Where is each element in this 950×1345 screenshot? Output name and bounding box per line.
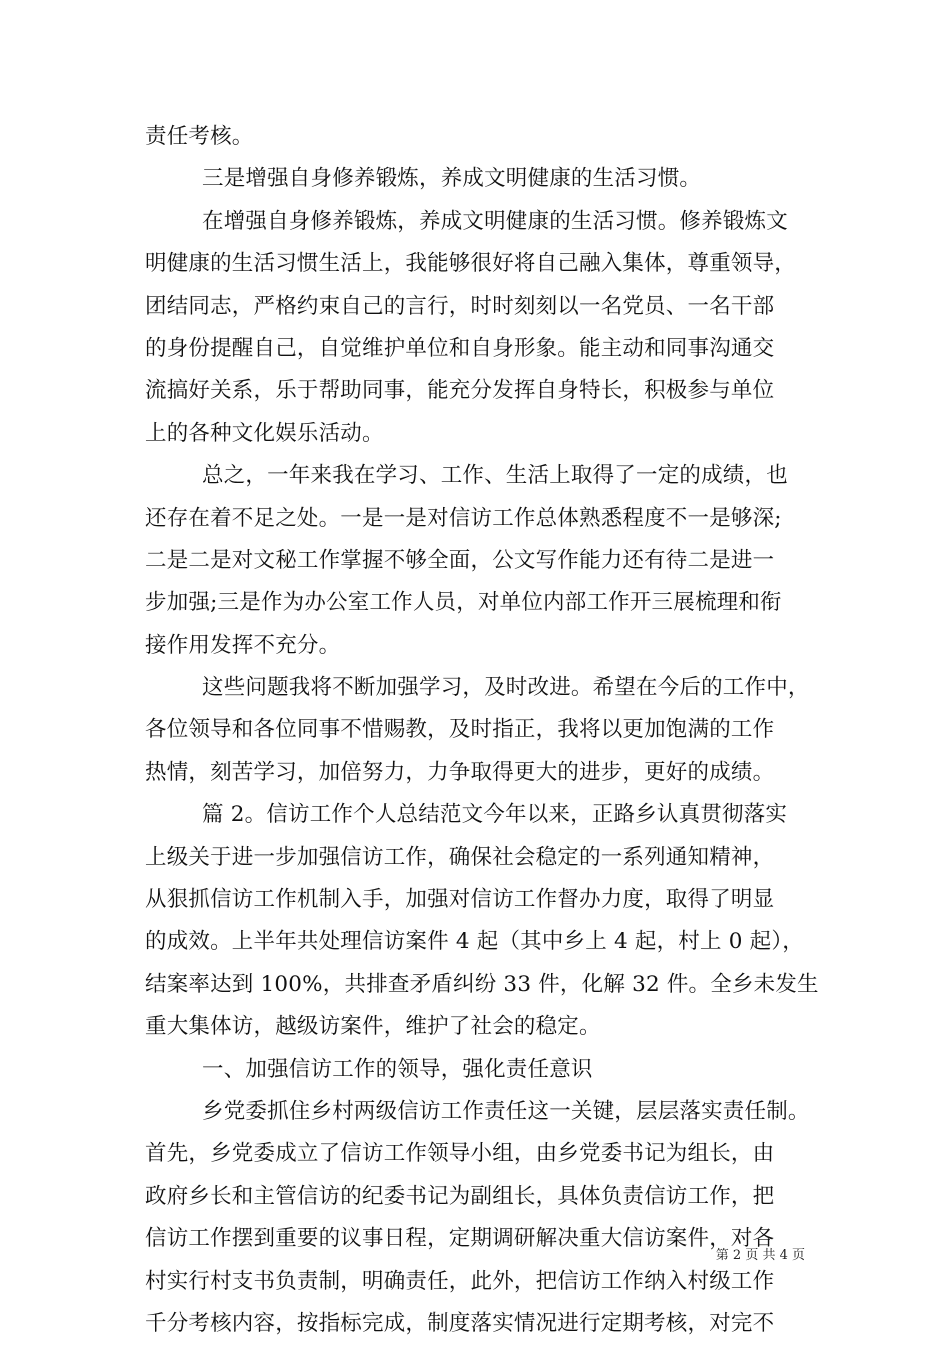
text-line: 责任考核。 [145, 124, 254, 149]
text-line: 在增强自身修养锻炼，养成文明健康的生活习惯。修养锻炼文 [202, 208, 788, 234]
text-line: 一、加强信访工作的领导，强化责任意识 [202, 1056, 593, 1082]
text-line: 篇 2。信访工作个人总结范文今年以来，正路乡认真贯彻落实 [202, 802, 788, 828]
text-line: 的身份提醒自己，自觉维护单位和自身形象。能主动和同事沟通交 [145, 335, 775, 361]
text-line: 村实行村支书负责制，明确责任，此外，把信访工作纳入村级工作 [145, 1268, 775, 1294]
text-line: 二是二是对文秘工作掌握不够全面，公文写作能力还有待二是进一 [145, 547, 775, 573]
text-line: 团结同志，严格约束自己的言行，时时刻刻以一名党员、一名干部 [145, 293, 775, 319]
text-line: 千分考核内容，按指标完成，制度落实情况进行定期考核，对完不 [145, 1310, 775, 1336]
text-line: 信访工作摆到重要的议事日程，定期调研解决重大信访案件，对各 [145, 1226, 775, 1252]
text-line: 上级关于进一步加强信访工作，确保社会稳定的一系列通知精神， [145, 844, 775, 870]
text-line: 重大集体访，越级访案件，维护了社会的稳定。 [145, 1014, 601, 1040]
text-line: 的成效。上半年共处理信访案件 4 起（其中乡上 4 起，村上 0 起）， [145, 929, 804, 955]
text-line: 这些问题我将不断加强学习，及时改进。希望在今后的工作中， [202, 675, 810, 701]
text-line: 政府乡长和主管信访的纪委书记为副组长，具体负责信访工作，把 [145, 1183, 775, 1209]
document-body [145, 116, 820, 1345]
text-line: 明健康的生活习惯生活上，我能够很好将自己融入集体，尊重领导， [145, 251, 797, 277]
text-line: 各位领导和各位同事不惜赐教，及时指正，我将以更加饱满的工作 [145, 717, 775, 743]
text-line: 热情，刻苦学习，加倍努力，力争取得更大的进步，更好的成绩。 [145, 759, 775, 785]
text-line: 步加强;三是作为办公室工作人员，对单位内部工作开三展梳理和衔 [145, 590, 782, 616]
text-line: 接作用发挥不充分。 [145, 632, 341, 658]
text-line: 上的各种文化娱乐活动。 [145, 420, 384, 446]
text-line: 结案率达到 100%，共排查矛盾纠纷 33 件，化解 32 件。全乡未发生 [145, 971, 819, 997]
text-line: 乡党委抓住乡村两级信访工作责任这一关键，层层落实责任制。 [202, 1098, 810, 1124]
text-line: 首先，乡党委成立了信访工作领导小组，由乡党委书记为组长，由 [145, 1141, 775, 1167]
text-line: 从狠抓信访工作机制入手，加强对信访工作督办力度，取得了明显 [145, 887, 775, 913]
text-line: 总之，一年来我在学习、工作、生活上取得了一定的成绩，也 [202, 463, 788, 489]
page-number-footer: 第 2 页 共 4 页 [715, 1248, 805, 1263]
text-line: 还存在着不足之处。一是一是对信访工作总体熟悉程度不一是够深; [145, 505, 782, 531]
text-line: 流搞好关系，乐于帮助同事，能充分发挥自身特长，积极参与单位 [145, 378, 775, 404]
text-line: 三是增强自身修养锻炼，养成文明健康的生活习惯。 [202, 166, 702, 192]
